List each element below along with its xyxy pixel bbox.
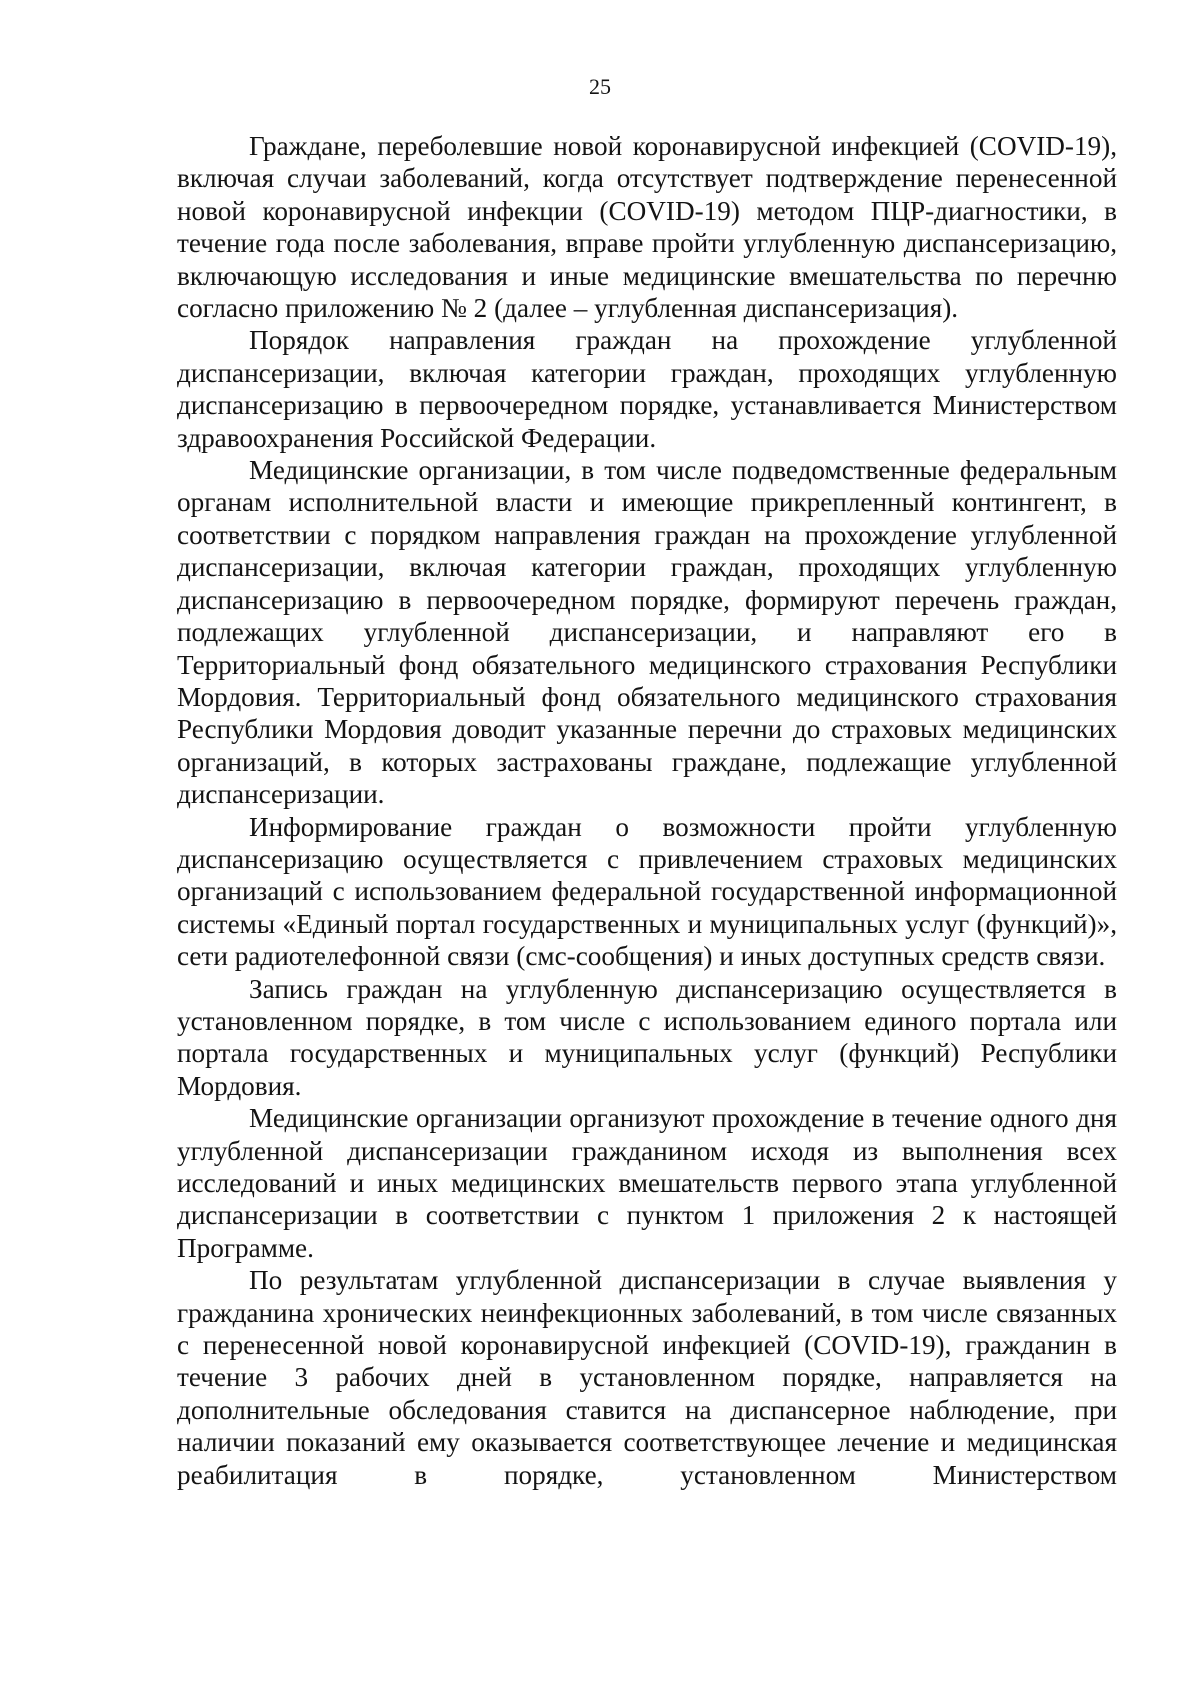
paragraph-referral-procedure: Порядок направления граждан на прохождение углубленной диспансеризации, включая категории граждан, проходящих углубленную диспансеризацию в первоочередном порядке, устанавливается Министерством здравоохранения Российской Федерации. (177, 325, 1117, 453)
paragraph-covid-eligibility: Граждане, переболевшие новой коронавирусной инфекцией (COVID-19), включая случаи заболеваний, когда отсутствует подтверждение перенесенной новой коронавирусной инфекции (COVID-19) методом ПЦР-диагностики, в течение года после заболевания, вправе пройти углубленную диспансеризацию, включающую исследования и иные медицинские вмешательства по перечню согласно приложению № 2 (далее – углубленная диспансеризация). (177, 131, 1117, 324)
page-number: 25 (589, 74, 611, 99)
paragraph-citizen-informing: Информирование граждан о возможности пройти углубленную диспансеризацию осуществляется с привлечением страховых медицинских организаций с использованием федеральной государственной информационной системы «Единый портал государственных и муниципальных услуг (функций)», сети радиотелефонной связи (смс-сообщения) и иных доступных средств связи. (177, 811, 1117, 972)
paragraph-medical-organizations-lists: Медицинские организации, в том числе подведомственные федеральным органам исполнительной власти и имеющие прикрепленный контингент, в соответствии с порядком направления граждан на прохождение углубленной диспансеризации, включая категории граждан, проходящих углубленную диспансеризацию в первоочередном порядке, формируют перечень граждан, подлежащих углубленной диспансеризации, и направляют его в Территориальный фонд обязательного медицинского страхования Республики Мордовия. Территориальный фонд обязательного медицинского страхования Республики Мордовия доводит указанные перечни до страховых медицинских организаций, в которых застрахованы граждане, подлежащие углубленной диспансеризации. (177, 455, 1117, 810)
document-body (177, 130, 1117, 1491)
paragraph-registration: Запись граждан на углубленную диспансеризацию осуществляется в установленном порядке, в том числе с использованием единого портала или портала государственных и муниципальных услуг (функций) Республики Мордовия. (177, 973, 1117, 1101)
paragraph-one-day-examination: Медицинские организации организуют прохождение в течение одного дня углубленной диспансеризации гражданином исходя из выполнения всех исследований и иных медицинских вмешательств первого этапа углубленной диспансеризации в соответствии с пунктом 1 приложения 2 к настоящей Программе. (177, 1103, 1117, 1263)
paragraph-results-follow-up: По результатам углубленной диспансеризации в случае выявления у гражданина хронических неинфекционных заболеваний, в том числе связанных с перенесенной новой коронавирусной инфекцией (COVID-19), гражданин в течение 3 рабочих дней в установленном порядке, направляется на дополнительные обследования ставится на диспансерное наблюдение, при наличии показаний ему оказывается соответствующее лечение и медицинская реабилитация в порядке, установленном Министерством (177, 1265, 1117, 1490)
